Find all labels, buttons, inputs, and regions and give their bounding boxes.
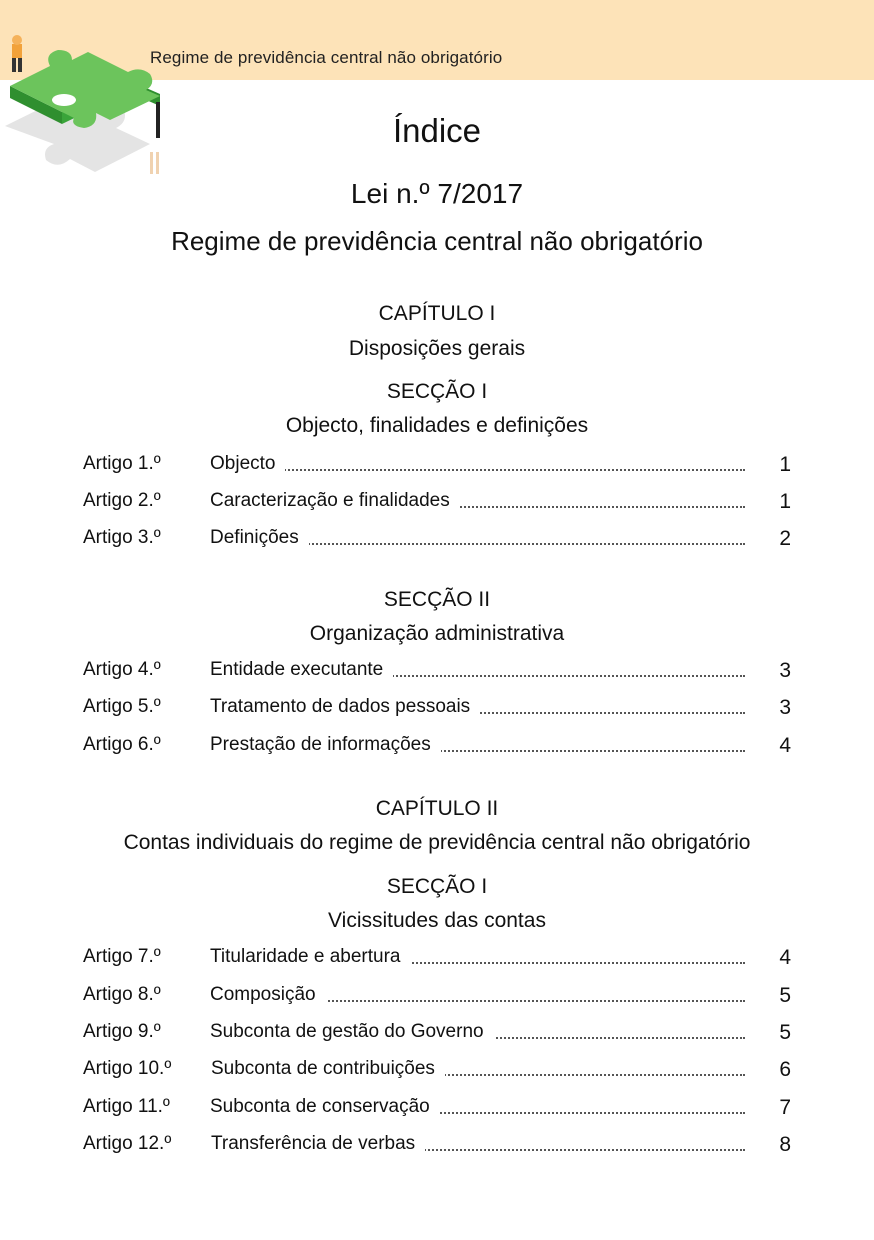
article-number: Artigo 1.º [83, 453, 161, 474]
header-title: Regime de previdência central não obrigatório [150, 48, 503, 67]
toc-row[interactable] [83, 1058, 793, 1084]
article-number: Artigo 10.º [83, 1058, 172, 1079]
article-title: Subconta de gestão do Governo [210, 1021, 494, 1043]
chapter-2-label: CAPÍTULO II [375, 797, 499, 820]
page-number: 5 [779, 1021, 791, 1044]
article-title: Entidade executante [210, 659, 393, 681]
section-1-name: Objecto, finalidades e definições [285, 414, 589, 437]
page-number: 2 [779, 527, 791, 550]
article-number: Artigo 6.º [83, 734, 161, 755]
index-title: Índice [392, 112, 482, 149]
page-number: 6 [779, 1058, 791, 1081]
toc-row[interactable] [83, 734, 793, 760]
chapter-1-label: CAPÍTULO I [378, 302, 496, 325]
page-number: 8 [779, 1133, 791, 1156]
page-number: 3 [779, 696, 791, 719]
toc-row[interactable] [83, 1133, 793, 1159]
article-title: Objecto [210, 453, 285, 475]
toc-row[interactable] [83, 659, 793, 685]
article-title: Subconta de conservação [210, 1096, 440, 1118]
toc-row[interactable] [83, 1096, 793, 1122]
article-number: Artigo 7.º [83, 946, 161, 967]
article-title: Tratamento de dados pessoais [210, 696, 480, 718]
section-3-name: Vicissitudes das contas [328, 909, 546, 932]
page-number: 4 [779, 734, 791, 757]
law-title: Lei n.º 7/2017 [350, 178, 524, 209]
page-number: 3 [779, 659, 791, 682]
section-2-label: SECÇÃO II [383, 588, 491, 611]
article-title: Transferência de verbas [211, 1133, 425, 1155]
article-title: Caracterização e finalidades [210, 490, 460, 512]
article-number: Artigo 12.º [83, 1133, 172, 1154]
article-number: Artigo 8.º [83, 984, 161, 1005]
article-number: Artigo 3.º [83, 527, 161, 548]
article-title: Titularidade e abertura [210, 946, 410, 968]
law-subtitle: Regime de previdência central não obrigatório [171, 226, 703, 256]
article-title: Prestação de informações [210, 734, 441, 756]
article-number: Artigo 2.º [83, 490, 161, 511]
toc-row[interactable] [83, 490, 793, 516]
article-title: Definições [210, 527, 309, 549]
page-number: 4 [779, 946, 791, 969]
page-number: 1 [779, 453, 791, 476]
section-2-name: Organização administrativa [309, 622, 565, 645]
leader-dots [213, 469, 745, 471]
article-title: Subconta de contribuições [211, 1058, 445, 1080]
toc-row[interactable] [83, 1021, 793, 1047]
article-title: Composição [210, 984, 326, 1006]
article-number: Artigo 11.º [83, 1096, 170, 1117]
toc-row[interactable] [83, 453, 793, 479]
page-number: 1 [779, 490, 791, 513]
toc-row[interactable] [83, 527, 793, 553]
article-number: Artigo 5.º [83, 696, 161, 717]
article-number: Artigo 9.º [83, 1021, 161, 1042]
toc-row[interactable] [83, 946, 793, 972]
article-number: Artigo 4.º [83, 659, 161, 680]
page-number: 7 [779, 1096, 791, 1119]
puzzle-illustration-icon [0, 14, 175, 179]
section-1-label: SECÇÃO I [386, 380, 488, 403]
chapter-2-name: Contas individuais do regime de previdência central não obrigatório [123, 831, 751, 854]
toc-row[interactable] [83, 984, 793, 1010]
chapter-1-name: Disposições gerais [348, 337, 526, 360]
page-number: 5 [779, 984, 791, 1007]
toc-row[interactable] [83, 696, 793, 722]
section-3-label: SECÇÃO I [386, 875, 488, 898]
